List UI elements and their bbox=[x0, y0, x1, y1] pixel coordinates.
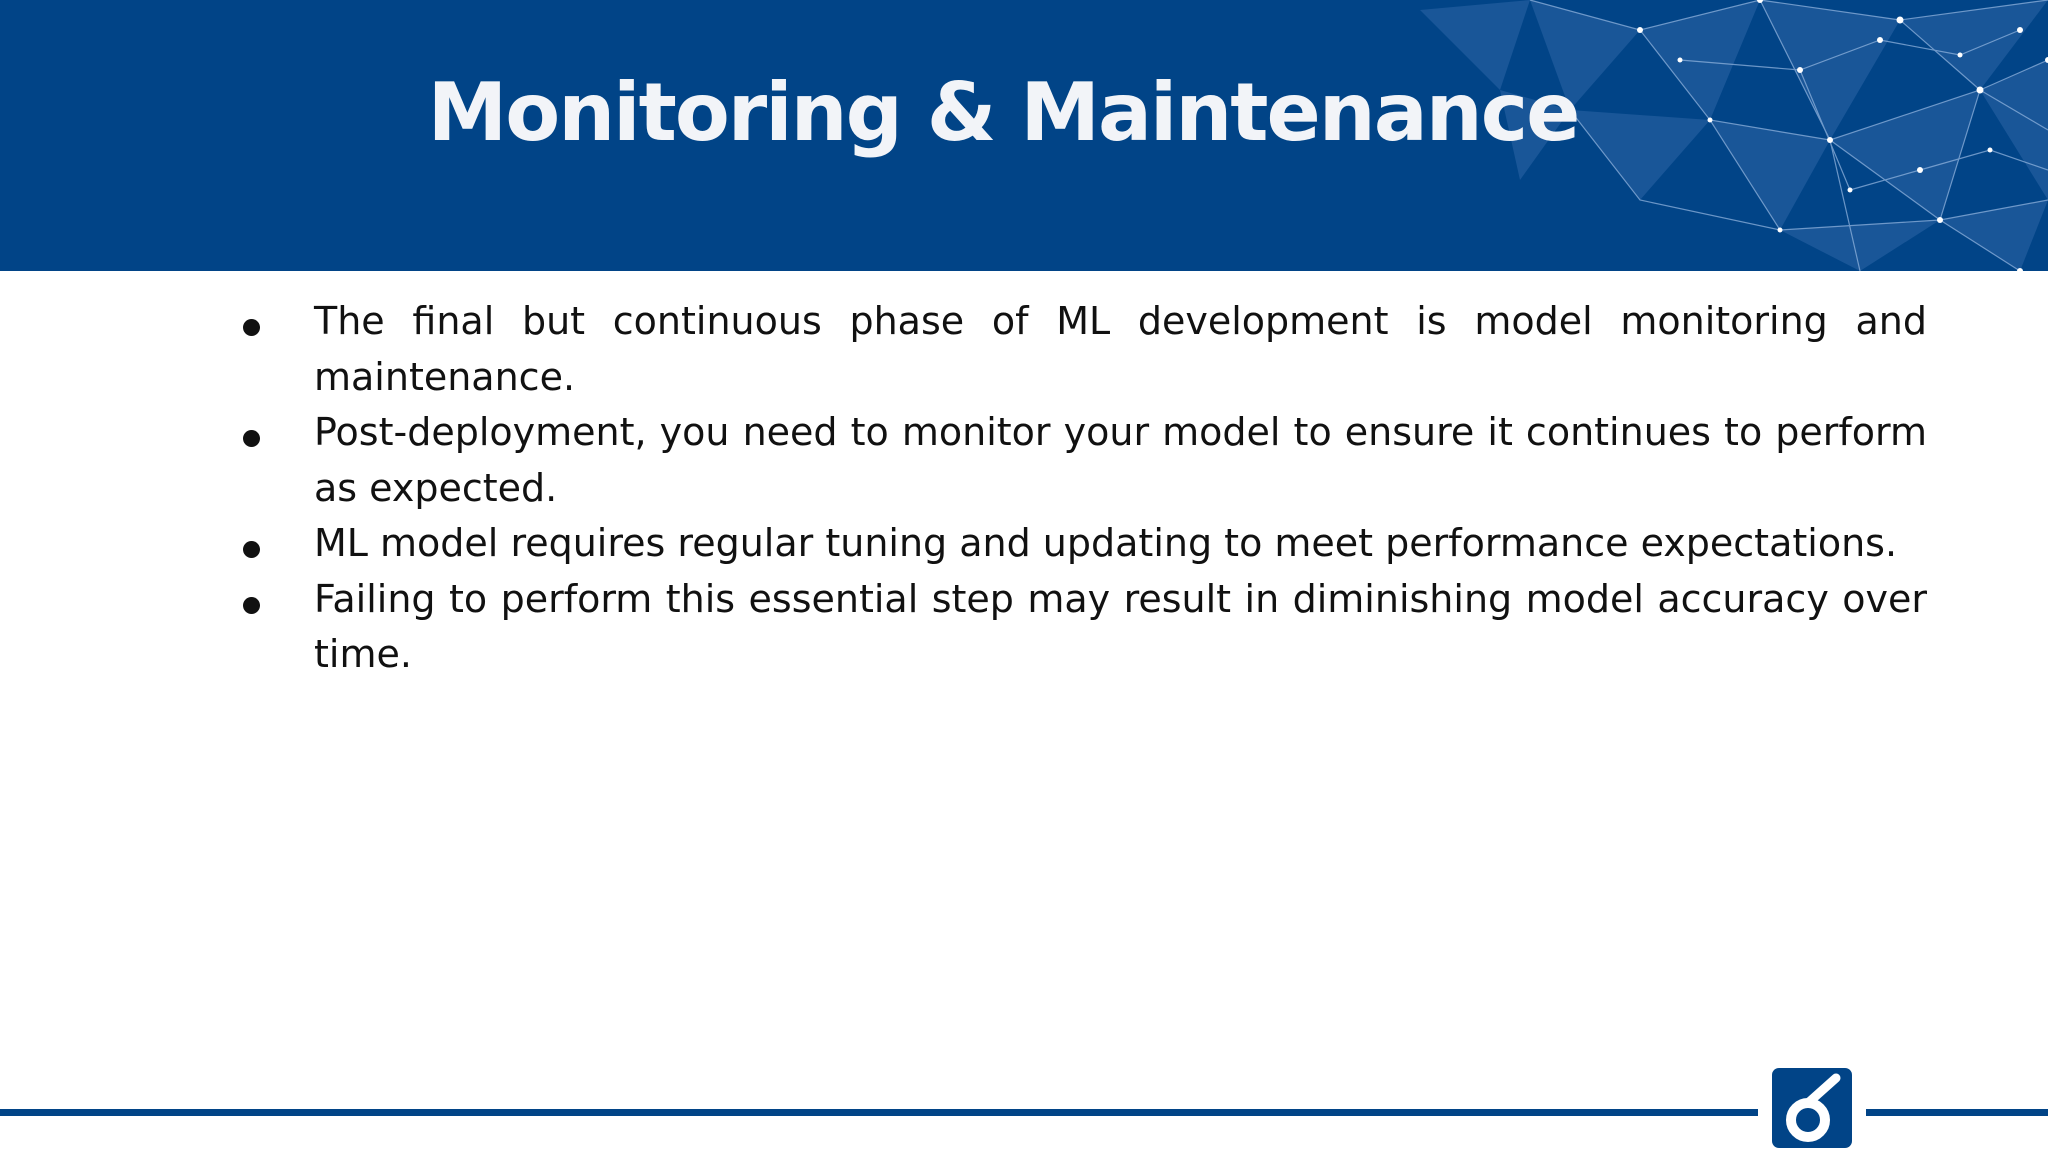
bullet-list bbox=[232, 294, 1927, 683]
bullet-text: Post-deployment, you need to monitor your model to ensure it continues to perform as expected. bbox=[314, 410, 1927, 510]
slide-title: Monitoring & Maintenance bbox=[427, 66, 1579, 159]
bullet-text: Failing to perform this essential step may result in diminishing model accuracy over time. bbox=[314, 576, 1927, 676]
bullet-icon bbox=[243, 597, 260, 614]
bullet-icon bbox=[243, 541, 260, 558]
bullet-text: The final but continuous phase of ML development is model monitoring and maintenance. bbox=[314, 299, 1927, 399]
list-item bbox=[232, 572, 1927, 683]
list-item bbox=[232, 516, 1927, 572]
list-item bbox=[232, 405, 1927, 516]
bullet-text: ML model requires regular tuning and updating to meet performance expectations. bbox=[314, 521, 1898, 565]
bullet-icon bbox=[243, 319, 260, 336]
bullet-icon bbox=[243, 430, 260, 447]
header-band bbox=[0, 0, 2048, 271]
footer-divider-left bbox=[0, 1109, 1758, 1116]
brand-logo-icon bbox=[1772, 1068, 1852, 1148]
list-item bbox=[232, 294, 1927, 405]
footer-divider-right bbox=[1866, 1109, 2048, 1116]
